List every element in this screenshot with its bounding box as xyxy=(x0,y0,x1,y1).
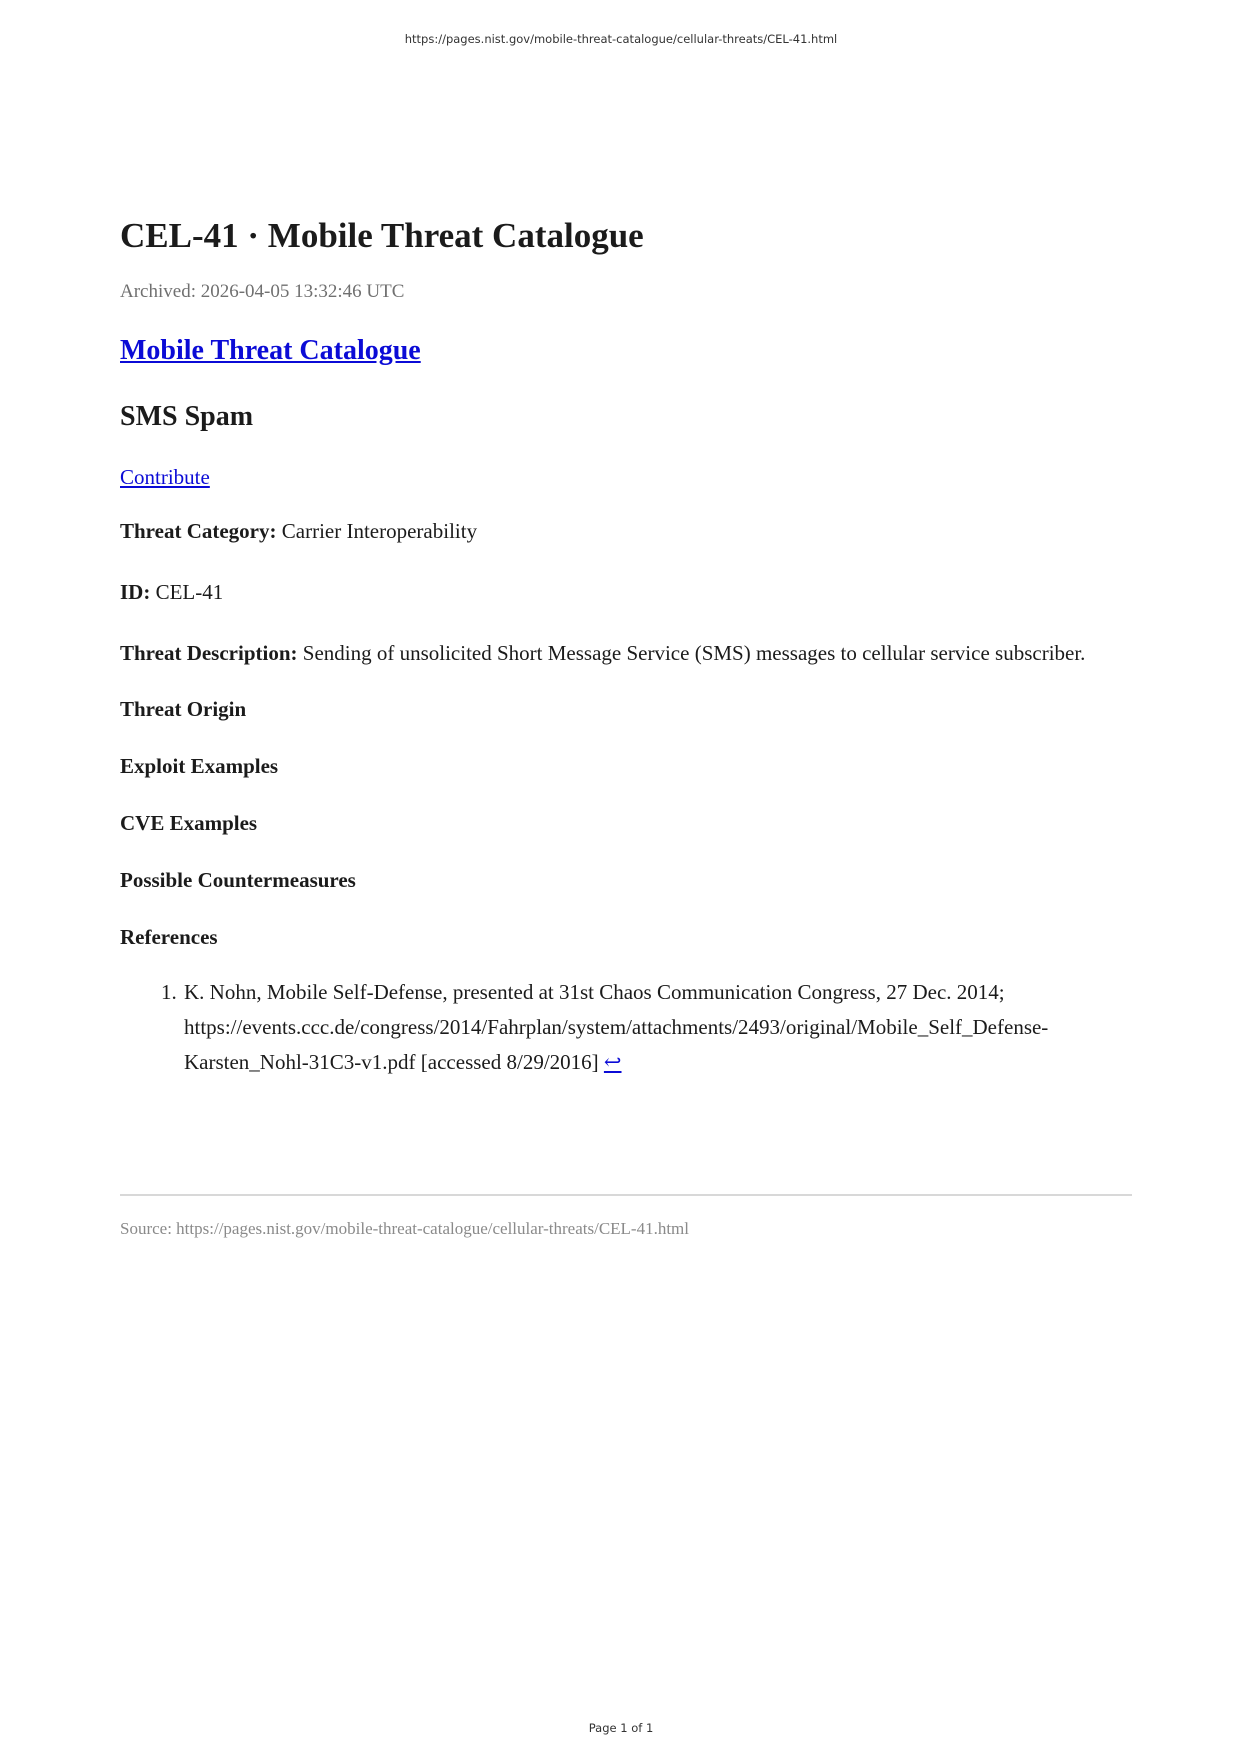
archived-timestamp: Archived: 2026-04-05 13:32:46 UTC xyxy=(120,281,405,302)
threat-title: SMS Spam xyxy=(120,401,254,432)
catalogue-heading xyxy=(120,332,1132,370)
threat-id-field xyxy=(120,575,1132,610)
exploit-examples-heading: Exploit Examples xyxy=(120,754,279,778)
reference-item xyxy=(182,975,1132,1080)
page-title: CEL-41 · Mobile Threat Catalogue xyxy=(120,216,644,255)
footer-divider xyxy=(120,1194,1132,1196)
page-number: Page 1 of 1 xyxy=(588,1721,654,1735)
references-heading: References xyxy=(120,925,218,949)
threat-category-value: Carrier Interoperability xyxy=(281,519,478,543)
threat-description-label: Threat Description: xyxy=(120,641,298,665)
countermeasures-heading: Possible Countermeasures xyxy=(120,868,356,892)
print-header-url: https://pages.nist.gov/mobile-threat-catalogue/cellular-threats/CEL-41.html xyxy=(404,32,838,46)
contribute-link[interactable]: Contribute xyxy=(120,465,210,489)
threat-category-label: Threat Category: xyxy=(120,519,277,543)
threat-id-value: CEL-41 xyxy=(155,580,224,604)
document-body xyxy=(120,212,1132,1080)
catalogue-home-link[interactable]: Mobile Threat Catalogue xyxy=(120,335,421,366)
threat-category-field xyxy=(120,514,1132,549)
contribute-paragraph xyxy=(120,462,1132,492)
references-list xyxy=(120,975,1132,1080)
source-url: Source: https://pages.nist.gov/mobile-threat-catalogue/cellular-threats/CEL-41.html xyxy=(120,1219,690,1238)
threat-origin-heading: Threat Origin xyxy=(120,697,247,721)
back-reference-icon[interactable]: ↩ xyxy=(603,1050,622,1074)
reference-text: K. Nohn, Mobile Self-Defense, presented at 31st Chaos Communication Congress, 27 Dec. 2014; https://events.ccc.de/congress/2014/Fahrplan/system/attachments/2493/original/Mobile_Self_Defense-Karsten_Nohl-31C3-v1.pdf [accessed 8/29/2016] xyxy=(184,980,1049,1074)
threat-id-label: ID: xyxy=(120,580,151,604)
threat-description-value: Sending of unsolicited Short Message Service (SMS) messages to cellular service subscriber. xyxy=(302,641,1086,665)
threat-description-field xyxy=(120,636,1132,671)
cve-examples-heading: CVE Examples xyxy=(120,811,258,835)
